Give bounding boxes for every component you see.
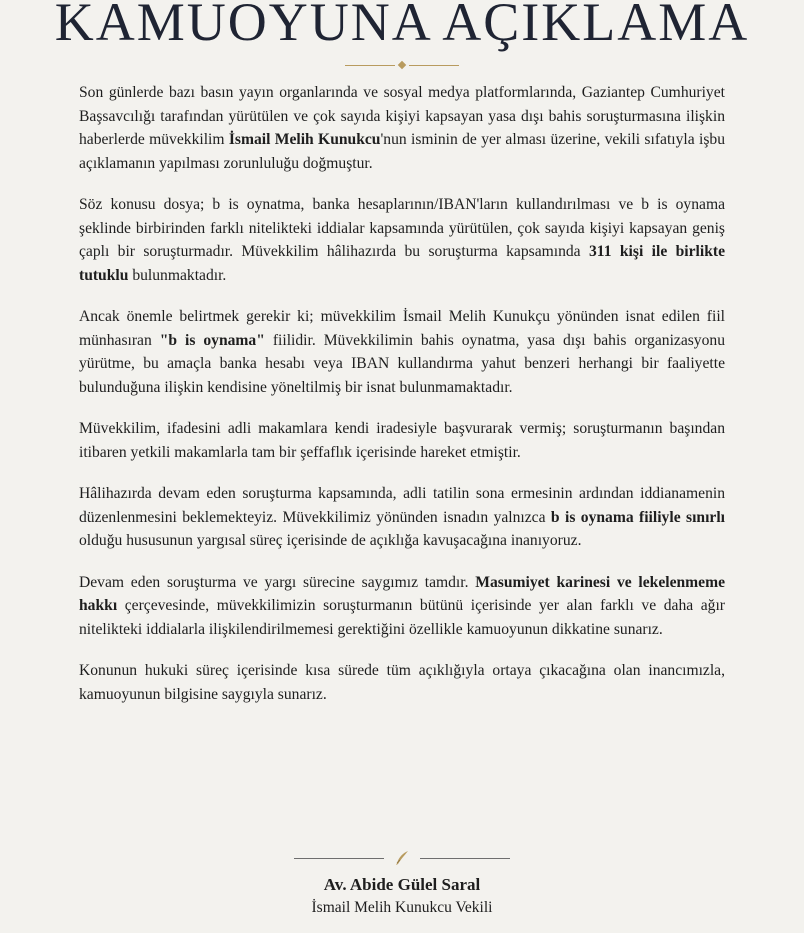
paragraph-2: Söz konusu dosya; b is oynatma, banka hesaplarının/IBAN'ların kullandırılması ve b is oynama şeklinde birbirinden farklı nitelikteki iddialar kapsamında yürütülen, çok sayıda kişiyi kapsayan geniş çaplı bir soruşturmadır. Müvekkilim hâlihazırda bu soruşturma kapsamında 311 kişi ile birlikte tutuklu bulunmaktadır. xyxy=(79,196,725,284)
signature-role: İsmail Melih Kunukcu Vekili xyxy=(311,899,493,916)
detention-count: 311 kişi ile birlikte tutuklu xyxy=(79,243,725,284)
signature-name: Av. Abide Gülel Saral xyxy=(323,875,481,894)
paragraph-4: Müvekkilim, ifadesini adli makamlara kendi iradesiyle başvurarak vermiş; soruşturmanın başından itibaren yetkili makamlarla tam bir şeffaflık içerisinde hareket etmiştir. xyxy=(79,420,725,461)
paragraph-1: Son günlerde bazı basın yayın organlarında ve sosyal medya platformlarında, Gaziantep Cumhuriyet Başsavcılığı tarafından yürütülen ve çok sayıda kişiyi kapsayan yasa dışı bahis soruşturmasına ilişkin haberlerde müvekkilim İsmail Melih Kunukcu'nun isminin de yer alması üzerine, vekili sıfatıyla işbu açıklamanın yapılması zorunluluğu doğmuştur. xyxy=(79,84,725,172)
paragraph-5: Hâlihazırda devam eden soruşturma kapsamında, adli tatilin sona ermesinin ardından iddianamenin düzenlenmesini beklemekteyiz. Müvekkilimiz yönünden isnadın yalnızca b is oynama fiiliyle sınırlı olduğu hususunun yargısal süreç içerisinde de açıklığa kavuşacağına inanıyoruz. xyxy=(79,485,725,549)
title-ornament xyxy=(0,58,804,72)
paragraph-3: Ancak önemle belirtmek gerekir ki; müvekkilim İsmail Melih Kunukçu yönünden isnat edilen fiil münhasıran "b is oynama" fiilidir. Müvekkilimin bahis oynatma, yasa dışı bahis organizasyonu yürütme, bu amaçla banka hesabı veya IBAN kullandırma yahut benzeri herhangi bir faaliyette bulunduğuna ilişkin kendisine yöneltilmiş bir isnat bulunmamaktadır. xyxy=(79,308,725,396)
signature-block xyxy=(0,850,804,920)
paragraph-6: Devam eden soruşturma ve yargı sürecine saygımız tamdır. Masumiyet karinesi ve lekelenmeme hakkı çerçevesinde, müvekkilimizin soruşturmanın bütünü içerisinde yer alan farklı ve daha ağır nitelikteki iddialarla ilişkilendirilmemesi gerektiğini özellikle kamuoyunun dikkatine sunarız. xyxy=(79,573,726,638)
quill-icon xyxy=(394,850,410,866)
page-title: KAMUOYUNA AÇIKLAMA xyxy=(54,0,750,52)
statement-body xyxy=(79,81,725,724)
charged-act: "b is oynama" xyxy=(159,331,265,349)
client-name: İsmail Melih Kunukcu xyxy=(228,131,381,148)
signature-ornament xyxy=(0,850,804,866)
paragraph-7: Konunun hukuki süreç içerisinde kısa sürede tüm açıklığıyla ortaya çıkacağına olan inancımızla, kamuoyunun bilgisine saygıyla sunarız. xyxy=(79,662,725,703)
presumption-of-innocence: Masumiyet karinesi ve lekelenmeme hakkı xyxy=(79,573,726,614)
charge-limit: b is oynama fiiliyle sınırlı xyxy=(550,508,725,526)
